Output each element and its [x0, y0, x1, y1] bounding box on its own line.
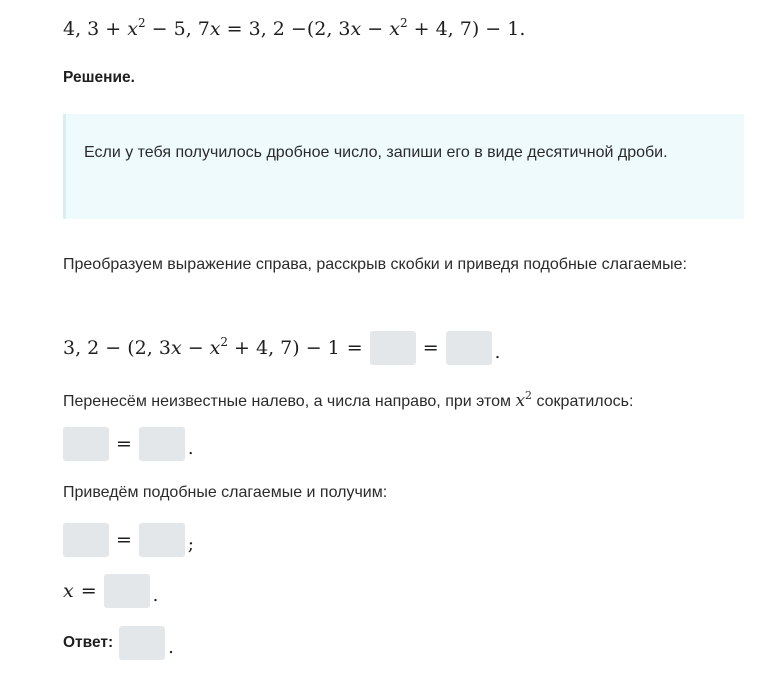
- period: .: [494, 342, 501, 363]
- step2-left-input[interactable]: [63, 427, 109, 461]
- step2-right-input[interactable]: [139, 427, 185, 461]
- hint-text: Если у тебя получилось дробное число, запиши его в виде десятичной дроби.: [84, 144, 668, 161]
- step2-text-after: сократилось:: [532, 393, 634, 410]
- equals-sign: =: [422, 337, 439, 359]
- period: .: [187, 438, 194, 459]
- step1-expr-text: 3, 2 − (2, $3x - x^2 + 4$, 7) − 1: [63, 335, 340, 359]
- x-equation: [63, 574, 158, 608]
- step3-equation: [63, 523, 194, 557]
- equals-sign: =: [116, 433, 132, 455]
- answer-label: Ответ:: [63, 634, 114, 651]
- equals-sign: =: [346, 337, 363, 359]
- period: .: [152, 585, 159, 606]
- step2-text-before: Перенесём неизвестные налево, а числа направо, при этом: [63, 393, 516, 410]
- x-value-input[interactable]: [104, 574, 150, 608]
- step1-answer-b-input[interactable]: [446, 331, 492, 365]
- hint-box: [63, 114, 744, 219]
- task-equation-text: 4, $3 + x^2 - 5$, 7x = 3, 2 −(2, $3x - x^2 + 4$, 7) − 1.: [63, 16, 526, 40]
- step2-text: [63, 378, 743, 420]
- step2-variable: $x^2$: [515, 389, 533, 411]
- answer-row: [63, 626, 174, 660]
- step3-text: Приведём подобные слагаемые и получим:: [63, 484, 388, 501]
- step1-expression: [63, 331, 500, 365]
- step1-text: Преобразуем выражение справа, расскрыв скобки и приведя подобные слагаемые:: [63, 256, 687, 273]
- equals-sign: =: [80, 580, 97, 602]
- x-variable: x: [63, 580, 74, 602]
- answer-input[interactable]: [119, 626, 165, 660]
- step3-left-input[interactable]: [63, 523, 109, 557]
- solution-heading: Решение.: [63, 69, 135, 86]
- equals-sign: =: [116, 529, 132, 551]
- task-equation: [63, 18, 525, 40]
- step3-right-input[interactable]: [139, 523, 185, 557]
- step1-answer-a-input[interactable]: [370, 331, 416, 365]
- step2-equation: [63, 427, 194, 461]
- period: .: [168, 637, 174, 658]
- semicolon: ;: [187, 534, 194, 555]
